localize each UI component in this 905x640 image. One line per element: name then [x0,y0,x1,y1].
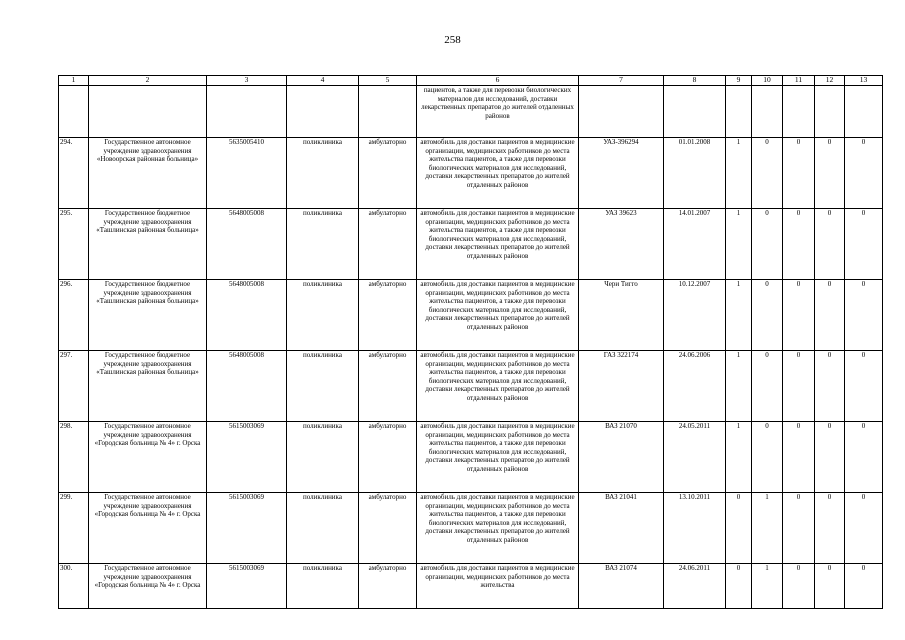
count-col-10: 0 [752,209,783,280]
table-row [59,280,883,351]
care-condition: амбулаторно [359,280,417,351]
unit-type: поликлиника [287,351,359,422]
count-col-10: 0 [752,351,783,422]
count-col-11: 0 [783,422,815,493]
count-col-10: 1 [752,564,783,609]
vehicle-model: УАЗ-396294 [579,138,664,209]
vehicle-purpose: автомобиль для доставки пациентов в медицинские организации, медицинских работников до места жительства пациентов, а также для перевозки биологических материалов для исследований, доставки лекарственных препаратов до жителей отдаленных районов [417,280,579,351]
row-number: 300. [59,564,89,609]
count-col-12: 0 [815,280,845,351]
count-col-9: 0 [726,564,752,609]
care-condition: амбулаторно [359,351,417,422]
vehicle-purpose: автомобиль для доставки пациентов в медицинские организации, медицинских работников до места жительства пациентов, а также для перевозки биологических материалов для исследований, доставки лекарственных препаратов до жителей отдаленных районов [417,351,579,422]
row-number: 297. [59,351,89,422]
column-number: 6 [417,76,579,86]
care-condition: амбулаторно [359,564,417,609]
vehicle-model: ГАЗ 322174 [579,351,664,422]
column-number: 4 [287,76,359,86]
unit-type: поликлиника [287,564,359,609]
inn-code: 5648005008 [207,351,287,422]
table-row [59,422,883,493]
registration-date: 24.06.2006 [664,351,726,422]
count-col-13: 0 [845,209,883,280]
vehicle-model: Чери Тигго [579,280,664,351]
count-col-13: 0 [845,280,883,351]
vehicle-model: ВАЗ 21041 [579,493,664,564]
count-col-13: 0 [845,422,883,493]
inn-code: 5648005008 [207,209,287,280]
organization-name: Государственное бюджетное учреждение здравоохранения «Ташлинская районная больница» [89,280,207,351]
organization-name: Государственное автономное учреждение здравоохранения «Городская больница № 4» г. Орска [89,564,207,609]
count-col-9: 1 [726,138,752,209]
registration-date: 10.12.2007 [664,280,726,351]
count-col-10: 1 [752,493,783,564]
inn-code: 5648005008 [207,280,287,351]
registration-date: 01.01.2008 [664,138,726,209]
count-col-9: 1 [726,422,752,493]
column-number: 10 [752,76,783,86]
column-number: 12 [815,76,845,86]
row-number: 296. [59,280,89,351]
count-col-12: 0 [815,209,845,280]
column-number: 5 [359,76,417,86]
column-number: 7 [579,76,664,86]
inn-code: 5615003069 [207,493,287,564]
inn-code: 5615003069 [207,422,287,493]
column-number: 3 [207,76,287,86]
count-col-13: 0 [845,564,883,609]
vehicle-purpose: автомобиль для доставки пациентов в медицинские организации, медицинских работников до места жительства пациентов, а также для перевозки биологических материалов для исследований, доставки лекарственных препаратов до жителей отдаленных районов [417,209,579,280]
unit-type: поликлиника [287,493,359,564]
care-condition: амбулаторно [359,138,417,209]
registration-date: 14.01.2007 [664,209,726,280]
column-number: 8 [664,76,726,86]
count-col-11: 0 [783,138,815,209]
count-col-12: 0 [815,351,845,422]
count-col-13: 0 [845,493,883,564]
count-col-12: 0 [815,422,845,493]
count-col-9: 1 [726,351,752,422]
count-col-12: 0 [815,493,845,564]
count-col-9: 1 [726,280,752,351]
organization-name: Государственное бюджетное учреждение здравоохранения «Ташлинская районная больница» [89,209,207,280]
row-number: 299. [59,493,89,564]
registry-table [58,75,883,609]
count-col-11: 0 [783,351,815,422]
table-row [59,564,883,609]
continuation-description: пациентов, а также для перевозки биологических материалов для исследований, доставки лекарственных препаратов до жителей отдаленных районов [417,86,579,138]
care-condition: амбулаторно [359,209,417,280]
count-col-12: 0 [815,138,845,209]
count-col-11: 0 [783,564,815,609]
count-col-11: 0 [783,493,815,564]
count-col-10: 0 [752,422,783,493]
organization-name: Государственное бюджетное учреждение здравоохранения «Ташлинская районная больница» [89,351,207,422]
organization-name: Государственное автономное учреждение здравоохранения «Городская больница № 4» г. Орска [89,493,207,564]
registration-date: 24.05.2011 [664,422,726,493]
organization-name: Государственное автономное учреждение здравоохранения «Новоорская районная больница» [89,138,207,209]
care-condition: амбулаторно [359,493,417,564]
table-row [59,493,883,564]
inn-code: 5635005410 [207,138,287,209]
registration-date: 24.06.2011 [664,564,726,609]
registration-date: 13.10.2011 [664,493,726,564]
vehicle-model: ВАЗ 21070 [579,422,664,493]
row-number: 295. [59,209,89,280]
count-col-9: 1 [726,209,752,280]
count-col-10: 0 [752,138,783,209]
unit-type: поликлиника [287,422,359,493]
count-col-12: 0 [815,564,845,609]
vehicle-purpose: автомобиль для доставки пациентов в медицинские организации, медицинских работников до места жительства пациентов, а также для перевозки биологических материалов для исследований, доставки лекарственных препаратов до жителей отдаленных районов [417,493,579,564]
unit-type: поликлиника [287,209,359,280]
vehicle-model: УАЗ 39623 [579,209,664,280]
column-number: 9 [726,76,752,86]
vehicle-purpose: автомобиль для доставки пациентов в медицинские организации, медицинских работников до места жительства [417,564,579,609]
organization-name: Государственное автономное учреждение здравоохранения «Городская больница № 4» г. Орска [89,422,207,493]
unit-type: поликлиника [287,280,359,351]
count-col-13: 0 [845,351,883,422]
row-number: 294. [59,138,89,209]
count-col-11: 0 [783,209,815,280]
vehicle-purpose: автомобиль для доставки пациентов в медицинские организации, медицинских работников до места жительства пациентов, а также для перевозки биологических материалов для исследований, доставки лекарственных препаратов до жителей отдаленных районов [417,422,579,493]
column-number-row [59,76,883,86]
count-col-9: 0 [726,493,752,564]
inn-code: 5615003069 [207,564,287,609]
count-col-10: 0 [752,280,783,351]
unit-type: поликлиника [287,138,359,209]
column-number: 1 [59,76,89,86]
column-number: 11 [783,76,815,86]
continuation-row [59,86,883,138]
count-col-11: 0 [783,280,815,351]
vehicle-model: ВАЗ 21074 [579,564,664,609]
column-number: 13 [845,76,883,86]
column-number: 2 [89,76,207,86]
table-row [59,209,883,280]
vehicle-purpose: автомобиль для доставки пациентов в медицинские организации, медицинских работников до места жительства пациентов, а также для перевозки биологических материалов для исследований, доставки лекарственных препаратов до жителей отдаленных районов [417,138,579,209]
table-row [59,138,883,209]
row-number: 298. [59,422,89,493]
page-number: 258 [444,34,461,46]
table-row [59,351,883,422]
count-col-13: 0 [845,138,883,209]
care-condition: амбулаторно [359,422,417,493]
